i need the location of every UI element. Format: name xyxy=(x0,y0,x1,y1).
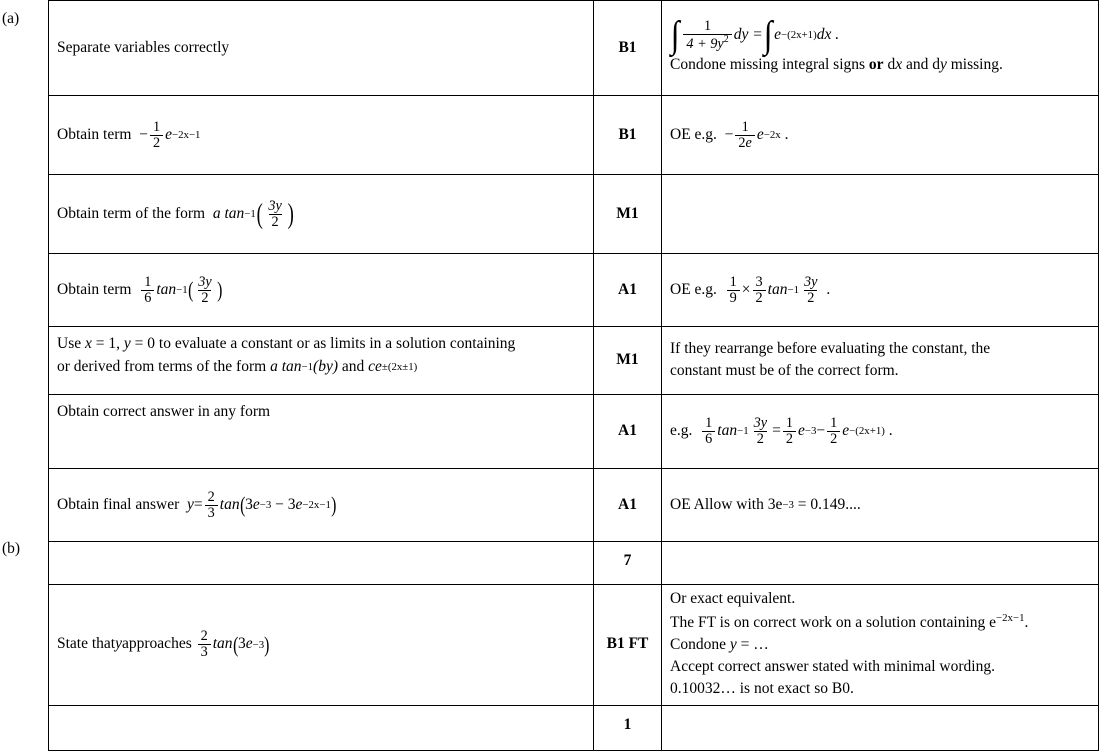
row-description-line1: Use x = 1, y = 0 to evaluate a constant or as limits in a solution containing xyxy=(57,335,516,352)
row-description xyxy=(49,705,594,750)
row-description-text: Separate variables correctly xyxy=(57,38,230,56)
row-mark: B1 xyxy=(594,1,662,96)
note-text: OE Allow with 3e −3 = 0.149.... xyxy=(670,495,861,513)
table-row xyxy=(49,1,1099,96)
fraction: $\frac{3}{2}$ xyxy=(753,275,766,306)
left-paren: ( xyxy=(187,277,194,303)
fraction: $\frac{1}{9}$ xyxy=(727,275,740,306)
row-note xyxy=(662,705,1099,750)
row-mark: 7 xyxy=(594,542,662,585)
row-mark: 1 xyxy=(594,705,662,750)
row-note xyxy=(662,542,1099,585)
fraction: $\frac{1}{2}$ xyxy=(827,416,840,447)
row-description-text: Obtain correct answer in any form xyxy=(57,403,271,420)
row-description-text: Obtain term $\frac{1}{6}$ tan −1 ( $\frac{3y}{2}$ ) xyxy=(57,273,223,306)
fraction: $\frac{1}{4 + 9y^2}$ xyxy=(683,19,731,52)
note-math-expression: ∫ $\frac{1}{4 + 9y^2}$ dy = ∫ e −(2x+1) dx . xyxy=(670,13,840,56)
part-label-b: (b) xyxy=(2,540,21,557)
row-description-text: State that y approaches $\frac{2}{3}$ tan ( 3 e −3 ) xyxy=(57,628,270,661)
note-text-line5: 0.10032… is not exact so B0. xyxy=(670,679,854,697)
table-row xyxy=(49,254,1099,327)
row-mark: A1 xyxy=(594,395,662,469)
fraction: $\frac{3y}{2}$ xyxy=(753,415,768,447)
fraction: $\frac{1}{2}$ xyxy=(783,416,796,447)
fraction: $\frac{1}{2e}$ xyxy=(735,120,754,151)
fraction: $\frac{3y}{2}$ xyxy=(198,273,212,306)
row-description xyxy=(49,469,594,542)
note-text-line3: Condone y = … xyxy=(670,636,769,653)
left-paren: ( xyxy=(232,632,238,658)
right-paren: ) xyxy=(264,632,270,658)
dy-term: dy = xyxy=(733,25,763,43)
table-row xyxy=(49,705,1099,750)
row-note xyxy=(662,585,1099,706)
note-math-expression: e.g. $\frac{1}{6}$ tan −1 $\frac{3y}{2}$ = $\frac{1}{2}$ e −3 − $\frac{1}{2}$ e −(2x+1) . xyxy=(670,415,893,447)
integral-icon-2: ∫ xyxy=(763,13,773,56)
row-note xyxy=(662,96,1099,175)
row-mark: B1 xyxy=(594,96,662,175)
row-description xyxy=(49,96,594,175)
right-paren: ) xyxy=(287,197,294,230)
left-paren: ( xyxy=(239,492,245,518)
row-description-text: Obtain term − $\frac{1}{2}$ e −2x−1 xyxy=(57,118,201,151)
note-text: Condone missing integral signs or dx and dy missing. xyxy=(670,56,1003,74)
note-math-expression: OE e.g. − $\frac{1}{2e}$ e −2x . xyxy=(670,118,789,151)
row-mark: A1 xyxy=(594,254,662,327)
row-mark: B1 FT xyxy=(594,585,662,706)
note-text-line2: constant must be of the correct form. xyxy=(670,361,899,379)
row-description xyxy=(49,327,594,395)
integral-icon: ∫ xyxy=(670,13,680,56)
row-note xyxy=(662,395,1099,469)
row-description xyxy=(49,395,594,469)
row-note xyxy=(662,469,1099,542)
fraction: $\frac{1}{2}$ xyxy=(150,120,163,151)
row-mark: A1 xyxy=(594,469,662,542)
fraction: $\frac{3y}{2}$ xyxy=(268,197,282,230)
row-description-text: Obtain term of the form a tan −1 ( $\frac{3y}{2}$ ) xyxy=(57,197,294,230)
row-description xyxy=(49,542,594,585)
row-description xyxy=(49,585,594,706)
row-mark: M1 xyxy=(594,327,662,395)
right-paren: ) xyxy=(331,492,337,518)
left-paren: ( xyxy=(256,197,263,230)
row-note xyxy=(662,254,1099,327)
table-row xyxy=(49,585,1099,706)
row-description-text: Obtain final answer y = $\frac{2}{3}$ tan ( 3 e −3 − 3 e −2x−1 ) xyxy=(57,488,337,521)
row-mark: M1 xyxy=(594,175,662,254)
fraction: $\frac{3y}{2}$ xyxy=(804,273,818,306)
fraction: $\frac{1}{6}$ xyxy=(702,416,715,447)
row-description xyxy=(49,175,594,254)
note-text-line1: Or exact equivalent. xyxy=(670,590,796,607)
fraction: $\frac{1}{6}$ xyxy=(141,275,154,306)
row-description-line2: or derived from terms of the form a tan −1 (by) and ce ±(2x±1) xyxy=(57,357,418,375)
table-row xyxy=(49,542,1099,585)
table-row xyxy=(49,469,1099,542)
fraction: $\frac{2}{3}$ xyxy=(198,629,211,660)
row-note xyxy=(662,1,1099,96)
part-label-a: (a) xyxy=(2,10,20,27)
row-note xyxy=(662,327,1099,395)
table-row xyxy=(49,96,1099,175)
note-text-line1: If they rearrange before evaluating the constant, the xyxy=(670,339,991,357)
fraction: $\frac{2}{3}$ xyxy=(205,490,218,521)
note-text-line4: Accept correct answer stated with minimal wording. xyxy=(670,657,995,675)
row-note xyxy=(662,175,1099,254)
dx-term: dx . xyxy=(816,25,840,43)
table-row xyxy=(49,175,1099,254)
row-description xyxy=(49,254,594,327)
note-math-expression: OE e.g. $\frac{1}{9}$ × $\frac{3}{2}$ tan −1 $\frac{3y}{2}$ . xyxy=(670,273,831,306)
right-paren: ) xyxy=(216,277,223,303)
table-row xyxy=(49,395,1099,469)
mark-scheme-table xyxy=(48,0,1099,751)
note-text-line2: The FT is on correct work on a solution containing $e^{-2x-1}$. xyxy=(670,611,1029,632)
table-row xyxy=(49,327,1099,395)
row-description xyxy=(49,1,594,96)
